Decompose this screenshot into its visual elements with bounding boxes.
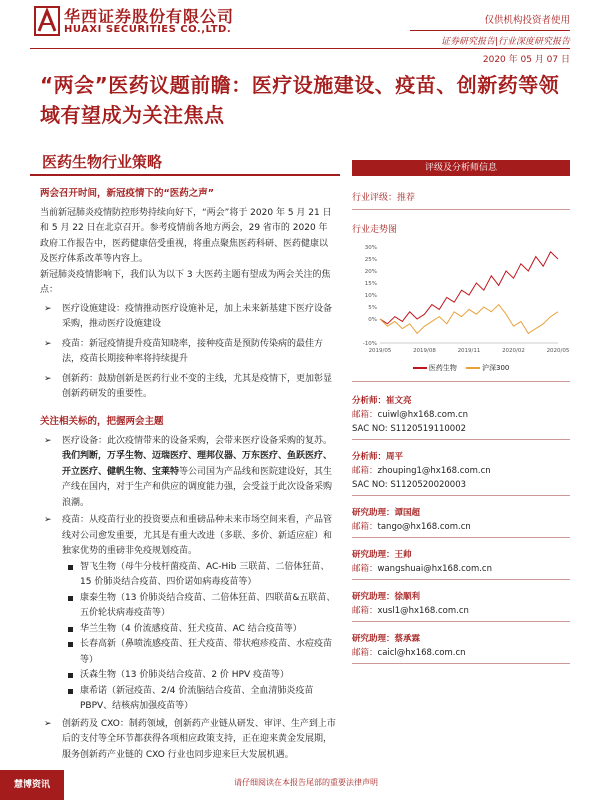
analyst-name-row [352, 590, 570, 604]
chart-legend [352, 363, 570, 373]
legend-swatch-1 [413, 367, 427, 369]
y-tick-label: 10% [364, 293, 377, 299]
bullet-item [40, 434, 336, 512]
y-tick-label: -10% [362, 341, 377, 347]
analyst-name-row [352, 548, 570, 562]
square-bullet-icon [68, 627, 73, 632]
bullet-label: 创新药： [62, 373, 99, 384]
report-title: “两会”医药议题前瞻：医疗设施建设、疫苗、创新药等领域有望成为关注焦点 [40, 73, 560, 127]
company-logo-icon [34, 6, 60, 36]
x-tick-label: 2019/08 [413, 348, 436, 354]
chart-x-ticks [369, 348, 570, 354]
vaccine-item-text: 沃森生物（13 价肺炎结合疫苗、2 价 HPV 疫苗等） [80, 670, 289, 680]
arrow-bullet-icon: ➢ [44, 338, 52, 349]
analyst-name: 谭国超 [394, 508, 421, 518]
company-name-cn: 华西证券股份有限公司 [64, 7, 235, 26]
bullet-label: 创新药及 CXO： [62, 718, 129, 729]
y-tick-label: 20% [364, 269, 377, 275]
bullet-item [40, 513, 336, 560]
vaccine-item-text: 华兰生物（4 价流感疫苗、狂犬疫苗、AC 结合疫苗等） [80, 623, 302, 634]
analyst-sac: SAC NO: S1120519110002 [352, 424, 467, 434]
analyst-block [352, 394, 570, 440]
analyst-name: 蔡承霖 [394, 634, 421, 644]
analyst-email-row [352, 520, 570, 534]
vaccine-item-text: 康泰生物（13 价肺炎结合疫苗、二倍体狂苗、四联苗&五联苗、五价轮状病毒疫苗等） [80, 592, 336, 618]
analyst-email-row [352, 464, 570, 478]
analyst-divider [352, 537, 570, 538]
analyst-name-row [352, 450, 570, 464]
header-divider [30, 48, 570, 49]
legend-swatch-2 [466, 367, 480, 369]
company-list: 我们判断，万孚生物、迈瑞医疗、理邦仪器、万东医疗、鱼跃医疗、开立医疗、健帆生物、宝莱特 [62, 451, 333, 477]
square-bullet-icon [68, 596, 73, 601]
analyst-email-row [352, 562, 570, 576]
analyst-block [352, 632, 570, 664]
series-line-1 [380, 252, 558, 324]
email-label: 邮箱： [352, 564, 378, 574]
bullet-item [40, 302, 336, 333]
analyst-role: 研究助理： [352, 550, 395, 560]
vaccine-item [40, 637, 336, 668]
analyst-name: 周平 [386, 452, 404, 462]
industry-rating [352, 190, 570, 203]
analyst-email-row [352, 646, 570, 660]
analyst-email[interactable]: tango@hx168.com.cn [377, 522, 471, 532]
analyst-email[interactable]: xusl1@hx168.com.cn [377, 606, 469, 616]
email-label: 邮箱： [352, 606, 378, 616]
email-label: 邮箱： [352, 522, 378, 532]
rating-value: 推荐 [397, 193, 416, 203]
y-tick-label: 0% [368, 317, 377, 323]
vaccine-item-text: 长春高新（鼻喷流感疫苗、狂犬疫苗、带状疱疹疫苗、水痘疫苗等） [80, 639, 333, 665]
vaccine-item-text: 康希诺（新冠疫苗、2/4 价流脑结合疫苗、全血清肺炎疫苗 PBPV、结核病加强疫苗等） [80, 685, 314, 711]
vaccine-item [40, 668, 336, 684]
bullet-label: 医疗设施建设： [62, 303, 126, 314]
vaccine-item [40, 591, 336, 622]
footer-legal-notice: 请仔细阅读在本报告尾部的重要法律声明 [234, 778, 378, 787]
y-tick-label: 30% [364, 245, 377, 251]
chart-y-ticks [363, 245, 377, 347]
analyst-role: 研究助理： [352, 634, 395, 644]
square-bullet-icon [68, 673, 73, 678]
section-2 [40, 414, 336, 763]
bullet-text: 疫情推动医疗设施补足，加上未来新基建下医疗设备采购，推动医疗设施建设 [62, 303, 333, 329]
analyst-name-row [352, 506, 570, 520]
arrow-bullet-icon: ➢ [44, 435, 52, 446]
analyst-block [352, 590, 570, 622]
bullet-label: 疫苗： [62, 515, 90, 525]
chart-series [380, 252, 558, 334]
y-tick-label: 15% [364, 281, 377, 287]
vaccine-item [40, 622, 336, 638]
email-label: 邮箱： [352, 410, 378, 420]
bullet-label: 医疗设备： [62, 435, 108, 446]
company-name-en: HUAXI SECURITIES CO.,LTD. [64, 24, 232, 35]
x-tick-label: 2019/11 [457, 348, 481, 354]
analyst-name: 徐顺利 [394, 592, 421, 602]
x-tick-label: 2020/02 [502, 348, 525, 354]
arrow-bullet-icon: ➢ [44, 373, 52, 384]
header-divider-short [410, 30, 570, 31]
bullet-item [40, 372, 336, 403]
analyst-email[interactable]: cuiwl@hx168.com.cn [377, 410, 469, 420]
bullet-text: 从疫苗行业的投资要点和重磅品种未来市场空间来看，产品管线对公司愈发重要，尤其是有重大改进（多联、多价、新适应症）和独家优势的重磅非免疫规划疫苗。 [62, 515, 333, 556]
analyst-divider [352, 495, 570, 496]
series-line-2 [380, 305, 558, 334]
email-label: 邮箱： [352, 648, 378, 658]
analyst-name: 崔文亮 [386, 396, 412, 406]
analyst-sac: SAC NO: S1120520020003 [352, 480, 467, 490]
section-1-heading: 两会召开时间，新冠疫情下的“医药之声” [40, 188, 214, 199]
section-2-heading: 关注相关标的，把握两会主题 [40, 416, 164, 427]
section-1 [40, 186, 336, 403]
chart-title: 行业走势图 [352, 225, 398, 235]
section-1-paragraph-2: 新冠肺炎疫情影响下，我们认为以下 3 大医药主题有望成为两会关注的焦点： [40, 269, 331, 295]
analyst-block [352, 450, 570, 496]
sector-underline [30, 174, 340, 176]
analyst-email-row [352, 408, 570, 422]
analyst-role: 研究助理： [352, 508, 395, 518]
square-bullet-icon [68, 565, 73, 570]
analyst-name-row [352, 632, 570, 646]
vaccine-item [40, 684, 336, 715]
panel-divider [352, 209, 570, 210]
analyst-email-row [352, 604, 570, 618]
analyst-block [352, 548, 570, 580]
arrow-bullet-icon: ➢ [44, 515, 52, 525]
analyst-role: 分析师： [352, 452, 387, 462]
rating-panel [352, 160, 570, 674]
square-bullet-icon [68, 689, 73, 694]
bullet-item [40, 337, 336, 368]
bullet-text: 等公司国为产品线和医院建设好，其生产线在国内，对于生产和供应的调度能力强，会受益于此次设备采购浪潮。 [62, 466, 333, 508]
sector-title: 医药生物行业策略 [42, 153, 163, 171]
arrow-bullet-icon: ➢ [44, 718, 52, 729]
bullet-text: 此次疫情带来的设备采购，会带来医疗设备采购的复苏。 [107, 435, 333, 446]
vaccine-item [40, 560, 336, 591]
report-date: 2020 年 05 月 07 日 [482, 55, 570, 65]
vaccine-item-text: 智飞生物（母牛分枝杆菌疫苗、AC-Hib 三联苗、二倍体狂苗、15 价肺炎结合疫苗、四价诺如病毒疫苗等） [80, 561, 330, 587]
analyst-email[interactable]: wangshuai@hx168.com.cn [377, 564, 492, 574]
bullet-text: 鼓励创新是医药行业不变的主线，尤其是疫情下，更加彰显创新药研发的重要性。 [62, 373, 333, 399]
analyst-role: 研究助理： [352, 592, 395, 602]
analyst-divider [352, 439, 570, 440]
analyst-list [352, 394, 570, 664]
analyst-block [352, 506, 570, 538]
section-1-paragraph-1: 当前新冠肺炎疫情防控形势持续向好下，“两会”将于 2020 年 5 月 21 日和 5 月 22 日在北京召开。参考疫情前各地方两会，29 省市的 2020 年政府工作报告中，医药健康倍受重视，将重点聚焦医药科研、医药健康以及医疗体系改革等内容上。 [40, 207, 332, 264]
report-type: 证券研究报告|行业深度研究报告 [440, 37, 570, 47]
bullet-item [40, 717, 336, 764]
bullet-label: 疫苗： [62, 338, 90, 349]
rating-panel-header: 评级及分析师信息 [352, 160, 570, 176]
industry-trend-chart [352, 239, 570, 365]
analyst-name-row [352, 394, 570, 408]
analyst-divider [352, 579, 570, 580]
email-label: 邮箱： [352, 466, 378, 476]
rating-label: 行业评级： [352, 193, 398, 203]
analyst-email[interactable]: zhouping1@hx168.com.cn [377, 466, 491, 476]
y-tick-label: 5% [368, 305, 377, 311]
x-tick-label: 2019/05 [368, 348, 392, 354]
analyst-name: 王帅 [394, 550, 412, 560]
analyst-email[interactable]: caicl@hx168.com.cn [377, 648, 466, 658]
analyst-divider [352, 621, 570, 622]
panel-divider [352, 381, 570, 382]
bullet-text: 新冠疫情提升疫苗知晓率，接种疫苗是预防传染病的最佳方法，疫苗长期接种率将持续提升 [62, 338, 324, 364]
analyst-role: 分析师： [352, 396, 387, 406]
audience-note: 仅供机构投资者使用 [484, 15, 570, 26]
legend-label-1: 医药生物 [428, 364, 457, 372]
square-bullet-icon [68, 642, 73, 647]
bullet-text: 制药领域，创新药产业链从研发、审评、生产到上市后的支付等全环节都获得各项相应政策支持，正在迎来黄金发展期，服务创新药产业链的 CXO 行业也同步迎来巨大发展机遇。 [62, 718, 336, 760]
legend-label-2: 沪深300 [482, 364, 510, 372]
x-tick-label: 2020/05 [546, 348, 570, 354]
arrow-bullet-icon: ➢ [44, 303, 52, 314]
footer-source-badge: 慧博资讯 [0, 770, 64, 800]
y-tick-label: 25% [364, 257, 377, 263]
analyst-divider [352, 663, 570, 664]
